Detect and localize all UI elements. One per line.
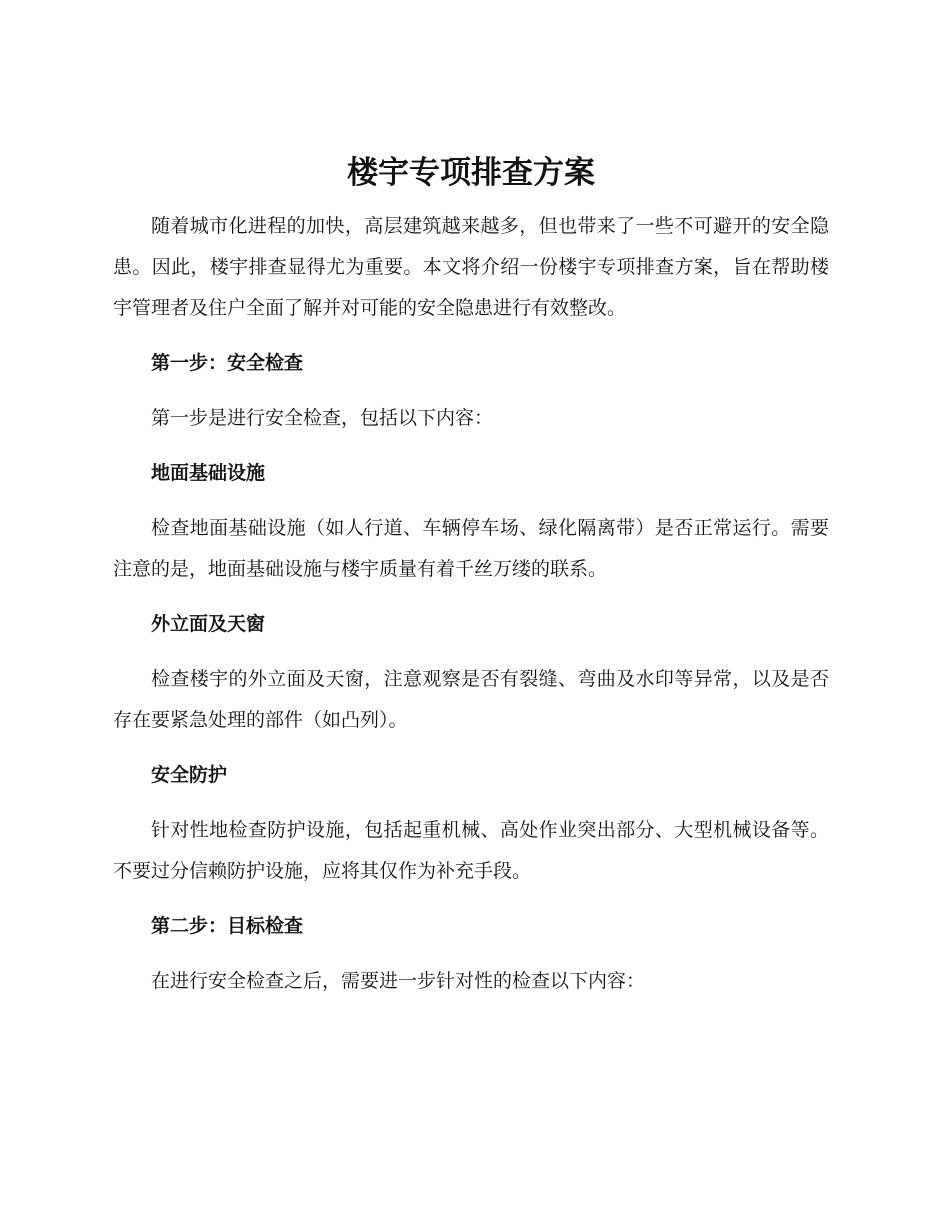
intro-paragraph: 随着城市化进程的加快，高层建筑越来越多，但也带来了一些不可避开的安全隐患。因此，楼宇排查显得尤为重要。本文将介绍一份楼宇专项排查方案，旨在帮助楼宇管理者及住户全面了解并对可能的安全隐患进行有效整改。 — [113, 215, 829, 319]
step2-intro-paragraph: 在进行安全检查之后，需要进一步针对性的检查以下内容： — [151, 970, 646, 992]
section-body-facade-skylight: 检查楼宇的外立面及天窗，注意观察是否有裂缝、弯曲及水印等异常，以及是否存在要紧急处理的部件（如凸列）。 — [113, 668, 829, 731]
section-heading-safety-protection: 安全防护 — [151, 764, 228, 786]
step2-heading: 第二步：目标检查 — [151, 915, 304, 937]
section-body-safety-protection: 针对性地检查防护设施，包括起重机械、高处作业突出部分、大型机械设备等。不要过分信赖防护设施，应将其仅作为补充手段。 — [113, 819, 829, 882]
document-content — [113, 148, 829, 1016]
step1-intro-paragraph: 第一步是进行安全检查，包括以下内容： — [151, 407, 494, 429]
step1-heading: 第一步：安全检查 — [151, 352, 304, 374]
section-body-ground-facilities: 检查地面基础设施（如人行道、车辆停车场、绿化隔离带）是否正常运行。需要注意的是，地面基础设施与楼宇质量有着千丝万缕的联系。 — [113, 517, 829, 580]
section-heading-ground-facilities: 地面基础设施 — [151, 462, 266, 484]
section-heading-facade-skylight: 外立面及天窗 — [151, 613, 266, 635]
document-title: 楼宇专项排查方案 — [347, 155, 595, 191]
